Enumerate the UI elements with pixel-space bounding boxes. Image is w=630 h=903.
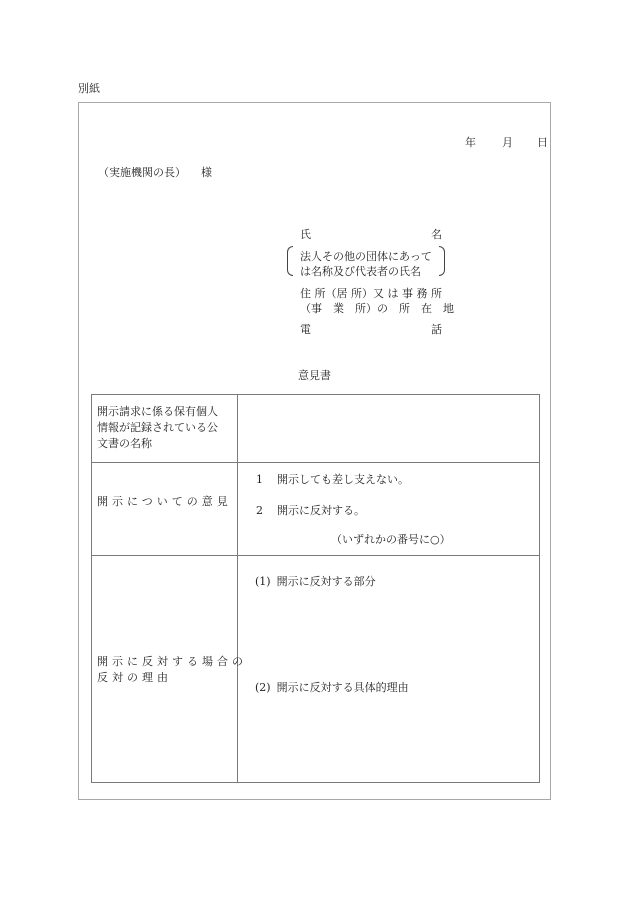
row3-label: 開示に反対する場合の 反対の理由 xyxy=(97,655,247,684)
submitter-name-label-right: 名 xyxy=(431,228,442,241)
option-1[interactable] xyxy=(256,471,409,487)
opinion-table xyxy=(91,394,540,783)
date-month: 月 xyxy=(502,136,513,149)
option-note: （いずれかの番号に○） xyxy=(331,533,451,546)
row1-content-area[interactable] xyxy=(238,395,540,462)
objection-part-number: (1) xyxy=(255,575,271,588)
option-1-text: 開示しても差し支えない。 xyxy=(277,473,409,486)
attachment-label: 別紙 xyxy=(78,82,100,95)
phone-label-right: 話 xyxy=(431,323,442,336)
addressee-name: （実施機関の長） xyxy=(98,166,186,179)
option-2[interactable] xyxy=(256,502,365,518)
submitter-name-label-left: 氏 xyxy=(300,228,311,241)
address-line1: 住 所（居 所）又 は 事 務 所 xyxy=(300,287,442,300)
row1-label: 開示請求に係る保有個人 情報が記録されている公 文書の名称 xyxy=(97,405,218,450)
option-1-number: 1 xyxy=(256,473,263,486)
corp-note-line2: は名称及び代表者の氏名 xyxy=(300,265,421,278)
row2-label: 開示についての意見 xyxy=(97,495,232,508)
left-bracket xyxy=(287,246,293,276)
date-year: 年 xyxy=(465,136,476,149)
option-2-text: 開示に反対する。 xyxy=(277,504,365,517)
option-2-number: 2 xyxy=(256,504,263,517)
objection-reason-number: (2) xyxy=(255,681,271,694)
objection-reason[interactable] xyxy=(255,679,409,695)
document-title: 意見書 xyxy=(298,369,331,382)
objection-part-text: 開示に反対する部分 xyxy=(276,575,376,588)
phone-label-left: 電 xyxy=(300,323,311,336)
corp-note-line1: 法人その他の団体にあって xyxy=(300,250,432,263)
addressee-honorific: 様 xyxy=(201,166,212,179)
date-day: 日 xyxy=(537,136,548,149)
objection-reason-text: 開示に反対する具体的理由 xyxy=(276,681,409,694)
right-bracket xyxy=(439,246,445,276)
row-divider-1 xyxy=(92,462,539,463)
objection-part[interactable] xyxy=(255,573,376,589)
row-divider-2 xyxy=(92,555,539,556)
address-line2: （事 業 所）の 所 在 地 xyxy=(300,302,454,315)
